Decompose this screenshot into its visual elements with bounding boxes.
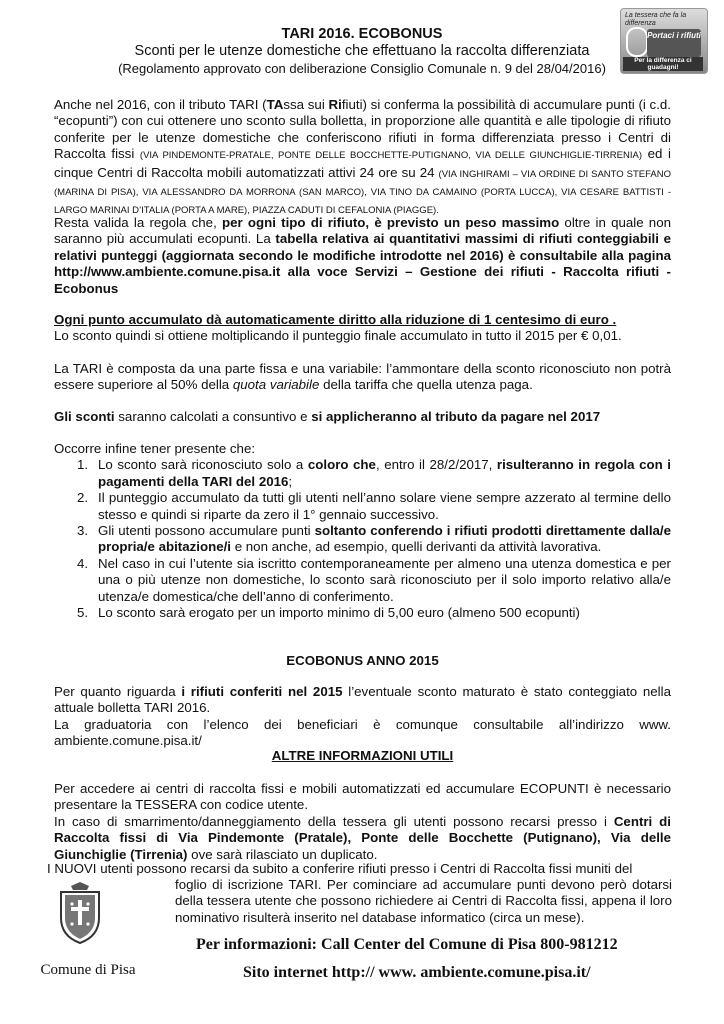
badge-bottom-text: Per la differenza ci guadagni!: [623, 57, 703, 71]
more-info-paragraph: Per accedere ai centri di raccolta fissi e mobili automatizzati ed accumulare ECOPUNTI è necessario presentare la TESSERA con codice utente. In caso di smarrimento/danneggiamento della tessera gli utenti possono recarsi presso i Centri di Raccolta fissi di Via Pindemonte (Pratale), Ponte delle Bocchette (Putignano), Via delle Giunchiglie (Tirrenia) ove sarà rilasciato un duplicato.: [54, 781, 671, 862]
list-item: 3. Gli utenti possono accumulare punti soltanto conferendo i rifiuti prodotti direttamente dalla/e propria/e abitazione/i e non anche, ad esempio, quelli derivanti da attività lavorativa.: [77, 523, 671, 555]
ecobonus-2015-paragraph: Per quanto riguarda i rifiuti conferiti nel 2015 l’eventuale sconto maturato è stato conteggiato nella attuale bolletta TARI 2016. La graduatoria con l’elenco dei beneficiari è comunque consultabile all’indirizzo www. ambiente.comune.pisa.it/: [54, 684, 671, 749]
website-info: Sito internet http:// www. ambiente.comune.pisa.it/: [243, 964, 591, 981]
point-value-paragraph: [54, 312, 671, 345]
mobile-centers-list: (VIA INGHIRAMI – VIA ORDINE DI SANTO STEFANO (MARINA DI PISA), VIA ALESSANDRO DA MORRONA (SAN MARCO), VIA TINO DA CAMAINO (PORTA LUCCA), VIA CESARE BATTISTI - LARGO MARINAI D’ITALIA (PORTA A MARE), PIAZZA CADUTI DI CEFALONIA (PIAGGE).: [54, 168, 671, 217]
list-item: 2. Il punteggio accumulato da tutti gli utenti nell’anno solare viene sempre azzerato al termine dello stesso e quindi si riparte da zero il 1° gennaio successivo.: [77, 490, 671, 522]
conditions-intro: Occorre infine tener presente che:: [54, 441, 256, 456]
list-item: 4. Nel caso in cui l’utente sia iscritto contemporaneamente per almeno una utenza domestica e per una o più utenze non domestiche, lo sconto sarà riconosciuto per il solo importo relativo alla/e utenza/e domestica/che dell’anno di conferimento.: [77, 555, 671, 604]
list-item: 5. Lo sconto sarà erogato per un importo minimo di 5,00 euro (almeno 500 ecopunti): [77, 605, 580, 621]
page-subtitle: Sconti per le utenze domestiche che effettuano la raccolta differenziata: [134, 43, 590, 59]
recycle-icon: [626, 27, 648, 57]
intro-paragraph: Anche nel 2016, con il tributo TARI (TAssa sui Rifiuti) si conferma la possibilità di accumulare punti (i c.d. “ecopunti”) con cui ottenere uno sconto sulla bolletta, in proporzione alle quantità e alle tipologie di rifiuto conferite per le utenze domestiche che conferiscono rifiuti in forma differenziata presso i Centri di Raccolta fissi (VIA PINDEMONTE-PRATALE, PONTE DELLE BOCCHETTE-PUTIGNANO, VIA DELLE GIUNCHIGLIE-TIRRENIA) ed i cinque Centri di Raccolta mobili automatizzati attivi 24 ore su 24 (VIA INGHIRAMI – VIA ORDINE DI SANTO STEFANO (MARINA DI PISA), VIA ALESSANDRO DA MORRONA (SAN MARCO), VIA TINO DA CAMAINO (PORTA LUCCA), VIA CESARE BATTISTI - LARGO MARINAI D’ITALIA (PORTA A MARE), PIAZZA CADUTI DI CEFALONIA (PIAGGE).: [54, 97, 672, 217]
badge-tag-text: Portaci i rifiuti: [647, 29, 701, 57]
badge-top-text: La tessera che fa la differenza: [625, 12, 687, 27]
discounts-paragraph: Gli sconti saranno calcolati a consuntivo e si applicheranno al tributo da pagare nel 2017: [54, 409, 601, 424]
ecobonus-2015-heading: ECOBONUS ANNO 2015: [286, 653, 439, 668]
conditions-list: [54, 457, 671, 621]
more-info-heading: ALTRE INFORMAZIONI UTILI: [271, 748, 454, 763]
weight-rule-paragraph: Resta valida la regola che, per ogni tipo di rifiuto, è previsto un peso massimo oltre in quale non saranno più accumulati ecopunti. La tabella relativa ai quantitativi massimi di rifiuti conteggiabili e relativi punteggi (aggiornata secondo le modifiche introdotte nel 2016) è consultabile alla pagina http://www.ambiente.comune.pisa.it alla voce Servizi – Gestione dei rifiuti - Raccolta rifiuti - Ecobonus: [54, 215, 671, 296]
point-value-bold: Ogni punto accumulato dà automaticamente diritto alla riduzione di 1 centesimo di euro .: [54, 312, 617, 327]
pisa-crest-logo: [57, 882, 103, 944]
conditions-section: [54, 441, 671, 621]
list-item: 1. Lo sconto sarà riconosciuto solo a coloro che, entro il 28/2/2017, risulteranno in regola con i pagamenti della TARI del 2016;: [77, 457, 671, 489]
comune-logo-text: Comune di Pisa: [40, 962, 136, 978]
tari-composition-paragraph: La TARI è composta da una parte fissa e una variabile: l’ammontare della sconto riconosciuto non potrà essere superiore al 50% della quota variabile della tariffa che quella utenza paga.: [54, 361, 671, 393]
page-title: TARI 2016. ECOBONUS: [281, 26, 443, 42]
ranking-note: La graduatoria con l’elenco dei beneficiari è comunque consultabile all’indirizzo www. ambiente.comune.pisa.it/: [54, 716, 671, 749]
new-users-text: foglio di iscrizione TARI. Per cominciare ad accumulare punti devono però dotarsi della tessera utente che possono richiedere ai Centri di Raccolta fissi, appena il loro nominativo risulterà inserito nel database informatico (circa un mese).: [175, 877, 672, 925]
point-value-text: Lo sconto quindi si ottiene moltiplicando il punteggio finale accumulato in tutto il 2015 per € 0,01.: [54, 328, 622, 344]
call-center-info: Per informazioni: Call Center del Comune di Pisa 800-981212: [196, 936, 618, 953]
new-users-line: I NUOVI utenti possono recarsi da subito a conferire rifiuti presso i Centri di Raccolta fissi muniti del: [47, 861, 633, 876]
regulation-note: (Regolamento approvato con deliberazione Consiglio Comunale n. 9 del 28/04/2016): [118, 61, 606, 76]
tessera-badge-image: [620, 8, 708, 74]
fixed-centers-list: (VIA PINDEMONTE-PRATALE, PONTE DELLE BOCCHETTE-PUTIGNANO, VIA DELLE GIUNCHIGLIE-TIRRENIA): [139, 150, 642, 162]
